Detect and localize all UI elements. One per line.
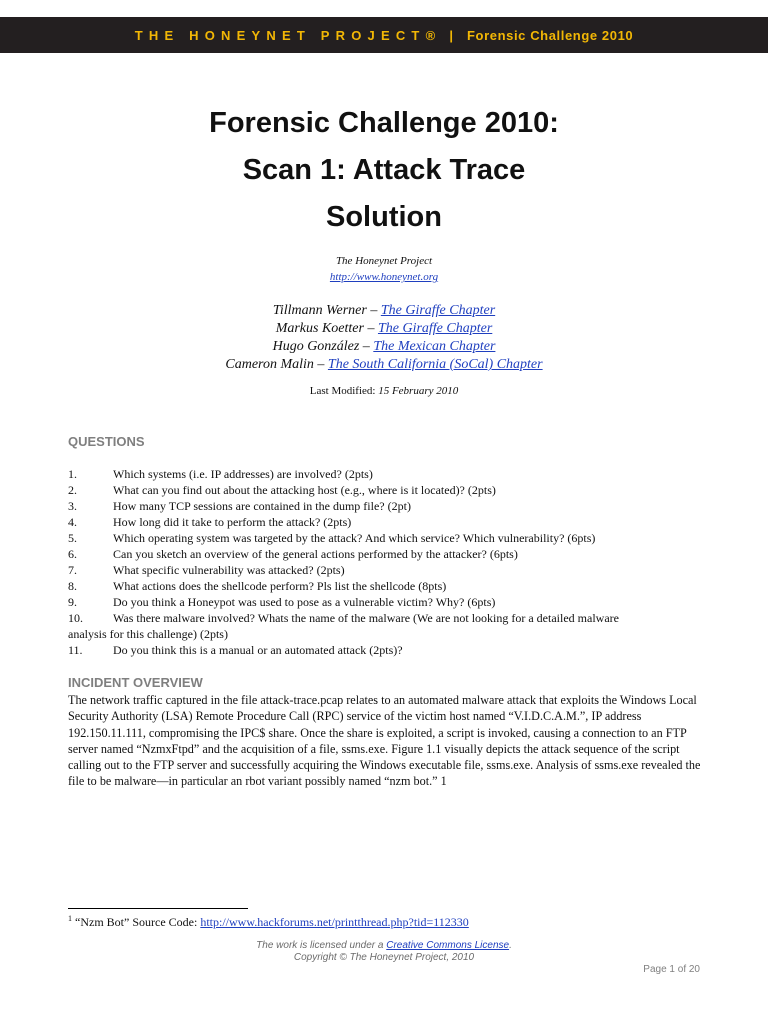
question-number: 6.	[68, 547, 77, 561]
question-number: 7.	[68, 563, 77, 577]
question-text: What can you find out about the attacking host (e.g., where is it located)? (2pts)	[113, 483, 496, 497]
author-name: Tillmann Werner –	[272, 303, 381, 318]
author-row	[0, 356, 768, 374]
question-text: Which systems (i.e. IP addresses) are involved? (2pts)	[113, 467, 373, 481]
question-number: 8.	[68, 579, 77, 593]
question-text: Was there malware involved? Whats the name of the malware (We are not looking for a detailed malware	[113, 611, 619, 625]
author-name: Cameron Malin –	[225, 357, 328, 372]
footnote-link[interactable]: http://www.hackforums.net/printthread.php?tid=112330	[200, 915, 469, 929]
question-number: 5.	[68, 531, 77, 545]
list-item	[68, 466, 708, 482]
header-bar	[0, 17, 768, 53]
license-line	[0, 940, 768, 952]
question-text: What specific vulnerability was attacked? (2pts)	[113, 563, 345, 577]
question-text: What actions does the shellcode perform? Pls list the shellcode (8pts)	[113, 579, 447, 593]
author-name: Hugo González –	[272, 339, 374, 354]
author-name: Markus Koetter –	[275, 321, 378, 336]
license-block	[0, 940, 768, 964]
list-item	[68, 482, 708, 498]
questions-heading: QUESTIONS	[68, 434, 145, 449]
list-item	[68, 514, 708, 530]
footnote-text: “Nzm Bot” Source Code:	[72, 915, 201, 929]
header-separator: |	[449, 27, 453, 43]
title-line-2: Scan 1: Attack Trace	[242, 154, 526, 186]
document-title	[0, 100, 768, 241]
question-number: 1.	[68, 467, 77, 481]
list-item	[68, 530, 708, 546]
last-modified-date: 15 February 2010	[378, 385, 459, 397]
last-modified	[0, 385, 768, 397]
header-brand: THE HONEYNET PROJECT®	[134, 27, 442, 43]
last-modified-label: Last Modified:	[309, 385, 379, 397]
question-text: How many TCP sessions are contained in the dump file? (2pt)	[113, 499, 411, 513]
title-line-1: Forensic Challenge 2010:	[209, 107, 559, 139]
author-chapter-link[interactable]: The Giraffe Chapter	[377, 321, 493, 336]
question-number: 10.	[68, 611, 83, 625]
license-prefix: The work is licensed under a	[256, 940, 387, 951]
overview-heading: INCIDENT OVERVIEW	[68, 675, 203, 690]
question-text: Do you think this is a manual or an automated attack (2pts)?	[113, 643, 403, 657]
footnote	[68, 914, 469, 930]
questions-list	[68, 466, 708, 658]
author-row	[0, 338, 768, 356]
author-chapter-link[interactable]: The Mexican Chapter	[373, 339, 496, 354]
question-text: How long did it take to perform the attack? (2pts)	[113, 515, 352, 529]
author-chapter-link[interactable]: The Giraffe Chapter	[380, 303, 496, 318]
footnote-marker: 1	[68, 914, 72, 923]
question-number: 9.	[68, 595, 77, 609]
list-item	[68, 546, 708, 562]
list-item	[68, 562, 708, 578]
list-item	[68, 610, 708, 626]
author-row	[0, 320, 768, 338]
question-number: 2.	[68, 483, 77, 497]
question-text: Which operating system was targeted by the attack? And which service? Which vulnerability? (6pts)	[113, 531, 596, 545]
list-item	[68, 594, 708, 610]
page-number: Page 1 of 20	[643, 964, 700, 975]
author-chapter-link[interactable]: The South California (SoCal) Chapter	[327, 357, 543, 372]
license-link[interactable]: Creative Commons License	[386, 940, 510, 951]
question-number: 3.	[68, 499, 77, 513]
header-challenge: Forensic Challenge 2010	[467, 27, 634, 43]
overview-paragraph: The network traffic captured in the file attack-trace.pcap relates to an automated malware attack that exploits the Windows Local Security Authority (LSA) Remote Procedure Call (RPC) service of the victim host named “V.I.D.C.A.M.”, IP address 192.150.11.111, compromising the IPC$ share. Once the share is exploited, a script is invoked, causing a connection to an FTP server named “NzmxFtpd” and the acquisition of a file, ssms.exe. Figure 1.1 visually depicts the attack sequence of the script calling out to the FTP server and successfully acquiring the Windows executable file, ssms.exe. Analysis of ssms.exe revealed the file to be malware—in particular an rbot variant possibly named “nzm bot.” 1	[68, 693, 701, 789]
organization-link[interactable]: http://www.honeynet.org	[329, 271, 439, 283]
authors-list	[0, 302, 768, 374]
organization-url-row	[0, 271, 768, 283]
list-item	[68, 498, 708, 514]
question-text: Can you sketch an overview of the general actions performed by the attacker? (6pts)	[113, 547, 518, 561]
footnote-divider	[68, 908, 248, 909]
question-continuation: analysis for this challenge) (2pts)	[68, 627, 228, 641]
list-item	[68, 642, 708, 658]
list-item	[68, 578, 708, 594]
author-row	[0, 302, 768, 320]
title-line-3: Solution	[326, 201, 442, 233]
copyright: Copyright © The Honeynet Project, 2010	[293, 952, 475, 963]
question-number: 4.	[68, 515, 77, 529]
organization: The Honeynet Project	[335, 255, 433, 267]
question-number: 11.	[68, 643, 83, 657]
question-text: Do you think a Honeypot was used to pose as a vulnerable victim? Why? (6pts)	[113, 595, 496, 609]
license-suffix: .	[509, 940, 512, 951]
